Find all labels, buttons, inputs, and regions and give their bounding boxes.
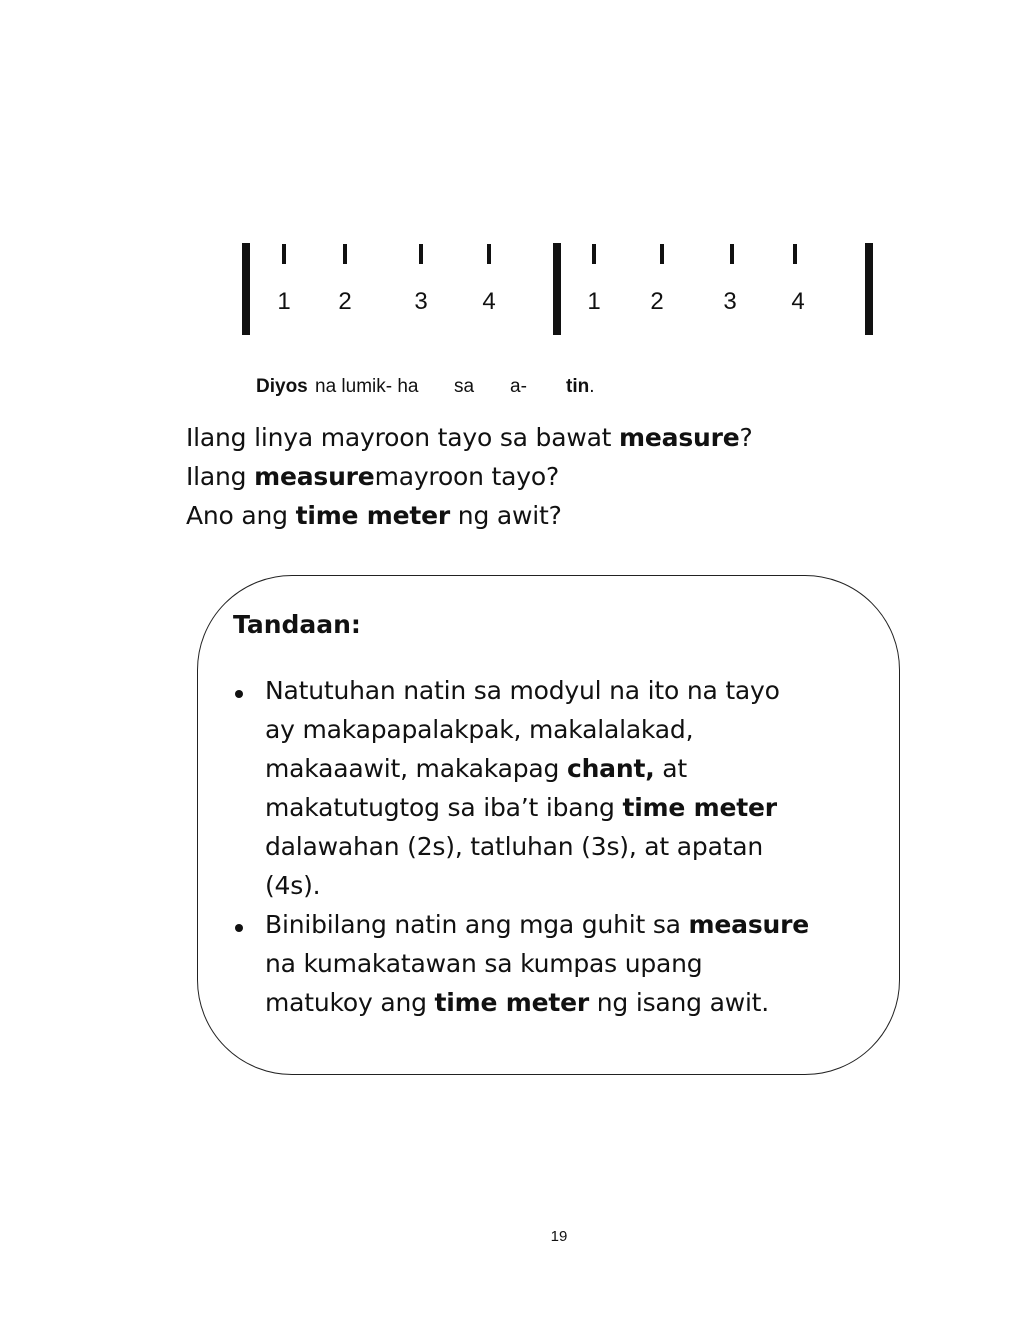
barline-middle [553, 243, 561, 335]
bullet-1-line: makaaawit, makakapag chant, at [265, 754, 687, 783]
question-2: Ilang measuremayroon tayo? [186, 462, 560, 491]
bullet-1-line: Natutuhan natin sa modyul na ito na tayo [265, 676, 780, 705]
barline-start [242, 243, 250, 335]
bullet-1-line: (4s). [265, 871, 321, 900]
lyric-word: na lumik- ha [315, 376, 419, 397]
question-1: Ilang linya mayroon tayo sa bawat measure? [186, 423, 753, 452]
beat-stroke [793, 244, 797, 264]
beat-number: 3 [414, 288, 428, 315]
page-number: 19 [550, 1228, 568, 1245]
remember-title: Tandaan: [233, 610, 361, 639]
bullet-1-line: ay makapapalakpak, makalalakad, [265, 715, 694, 744]
beat-number: 1 [277, 288, 291, 315]
lyric-period: . [589, 376, 595, 397]
beat-stroke [730, 244, 734, 264]
bullet-1-line: dalawahan (2s), tatluhan (3s), at apatan [265, 832, 764, 861]
beat-number: 3 [723, 288, 737, 315]
barline-end [865, 243, 873, 335]
question-3: Ano ang time meter ng awit? [186, 501, 562, 530]
beat-number: 4 [482, 288, 496, 315]
bullet-icon [235, 690, 243, 698]
bullet-2-line: na kumakatawan sa kumpas upang [265, 949, 703, 978]
beat-stroke [660, 244, 664, 264]
beat-stroke [487, 244, 491, 264]
bullet-2-line: matukoy ang time meter ng isang awit. [265, 988, 770, 1017]
beat-stroke [282, 244, 286, 264]
beat-stroke [343, 244, 347, 264]
bullet-2-line: Binibilang natin ang mga guhit sa measure [265, 910, 809, 939]
bullet-icon [235, 924, 243, 932]
lyric-word: sa [454, 376, 475, 397]
bullet-1-line: makatutugtog sa iba’t ibang time meter [265, 793, 777, 822]
beat-stroke [419, 244, 423, 264]
beat-number: 4 [791, 288, 805, 315]
lyric-word: tin [566, 376, 590, 397]
beat-number: 2 [650, 288, 664, 315]
lyric-word: a- [510, 376, 527, 397]
lyric-word: Diyos [256, 376, 308, 397]
beat-number: 1 [587, 288, 601, 315]
beat-number: 2 [338, 288, 352, 315]
beat-stroke [592, 244, 596, 264]
